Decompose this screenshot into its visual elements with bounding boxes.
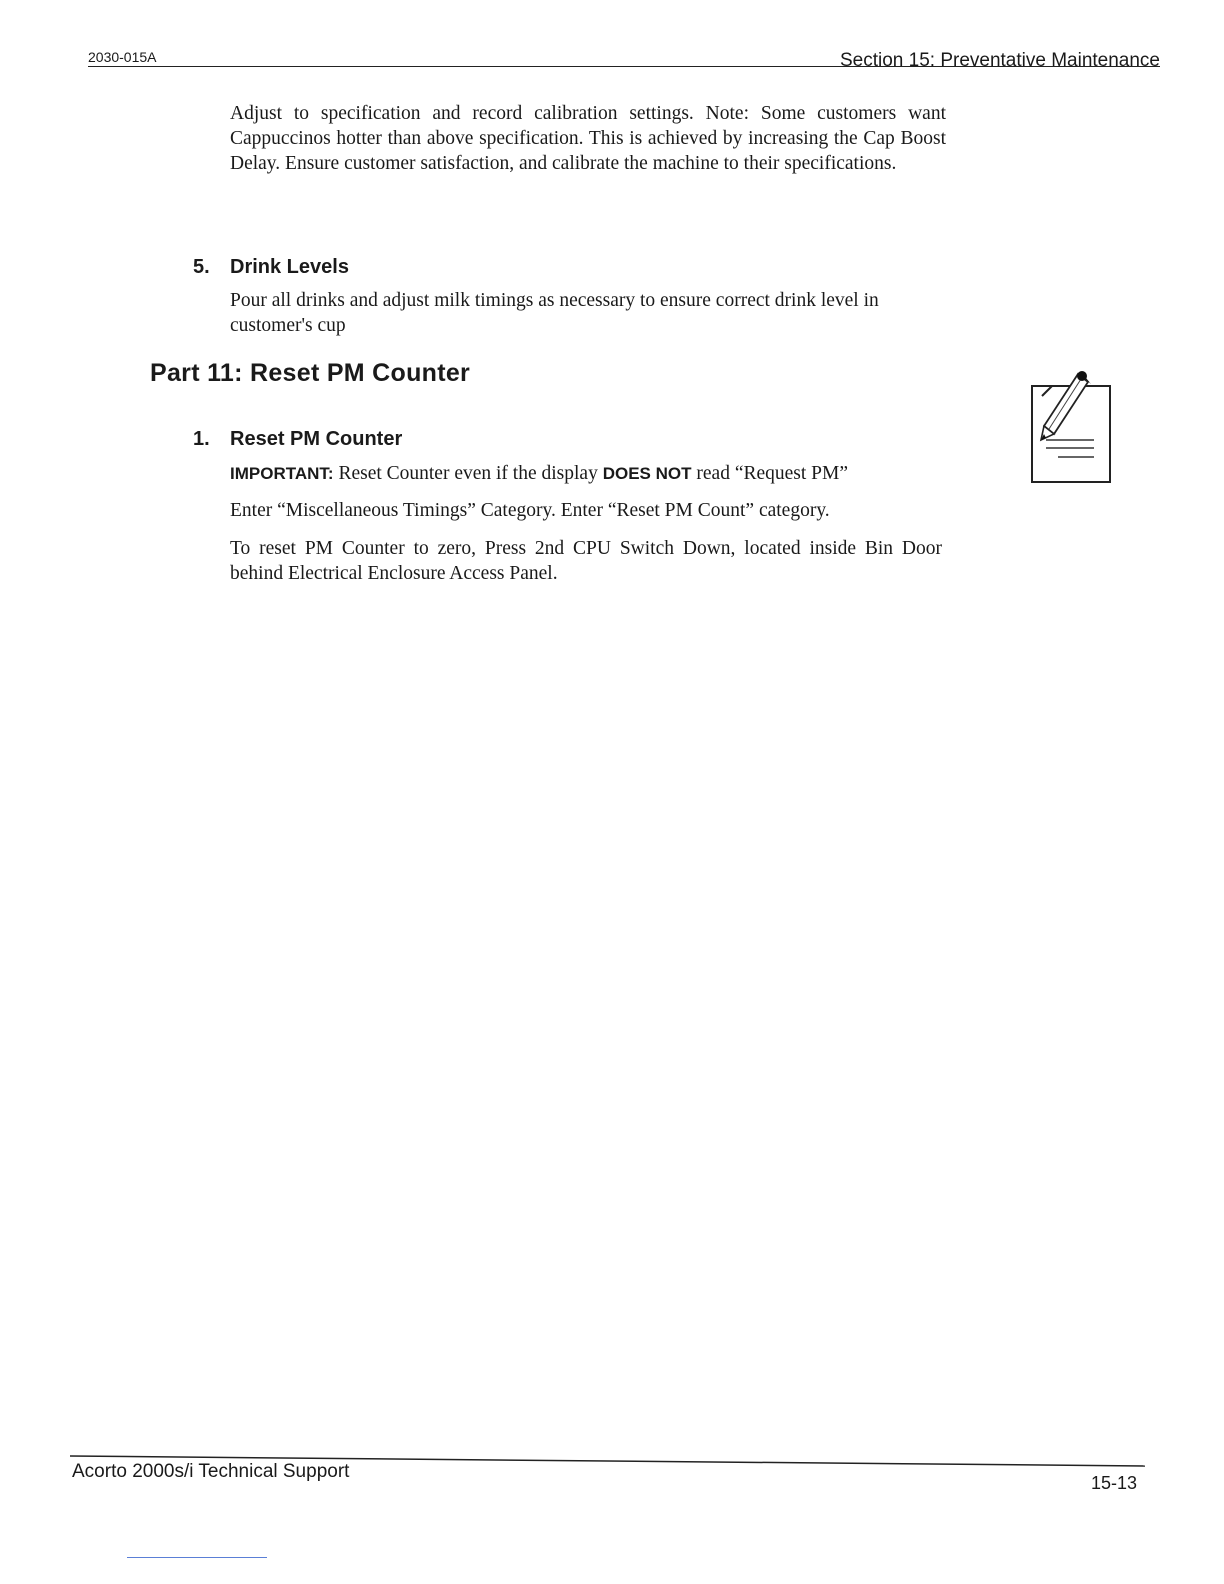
- important-label: IMPORTANT:: [230, 464, 334, 483]
- step-number: 5.: [193, 256, 210, 278]
- page-number: 15-13: [1091, 1473, 1138, 1493]
- step-title: Drink Levels: [230, 256, 349, 278]
- doc-number: 2030-015A: [88, 49, 157, 65]
- notepad-pencil-icon: [1028, 368, 1114, 484]
- step-5-body: Pour all drinks and adjust milk timings as necessary to ensure correct drink level in customer's cup: [230, 290, 879, 336]
- part-11-step-1-heading: [193, 428, 402, 451]
- step-5-heading: [193, 256, 349, 279]
- important-note: [230, 461, 946, 486]
- step-number: 1.: [193, 428, 210, 450]
- footer-product: Acorto 2000s/i Technical Support: [72, 1461, 350, 1482]
- intro-paragraph: Adjust to specification and record calibration settings. Note: Some customers want Cappuccinos hotter than above specification. This is achieved by increasing the Cap Boost Delay. Ensure customer satisfaction, and calibrate the machine to their specifications.: [230, 103, 946, 174]
- instruction-2: To reset PM Counter to zero, Press 2nd CPU Switch Down, located inside Bin Door behind Electrical Enclosure Access Panel.: [230, 538, 942, 584]
- important-emphasis: DOES NOT: [602, 464, 692, 483]
- important-text-a: Reset Counter even if the display: [338, 463, 598, 484]
- section-title: Section 15: Preventative Maintenance: [839, 50, 1160, 71]
- important-text-b: read “Request PM”: [696, 463, 849, 484]
- part-11-title: Part 11: Reset PM Counter: [150, 359, 471, 387]
- instruction-1: Enter “Miscellaneous Timings” Category. Enter “Reset PM Count” category.: [230, 500, 830, 521]
- step-title: Reset PM Counter: [230, 428, 403, 450]
- link-underline: [127, 1557, 267, 1558]
- page-header: [88, 44, 1160, 71]
